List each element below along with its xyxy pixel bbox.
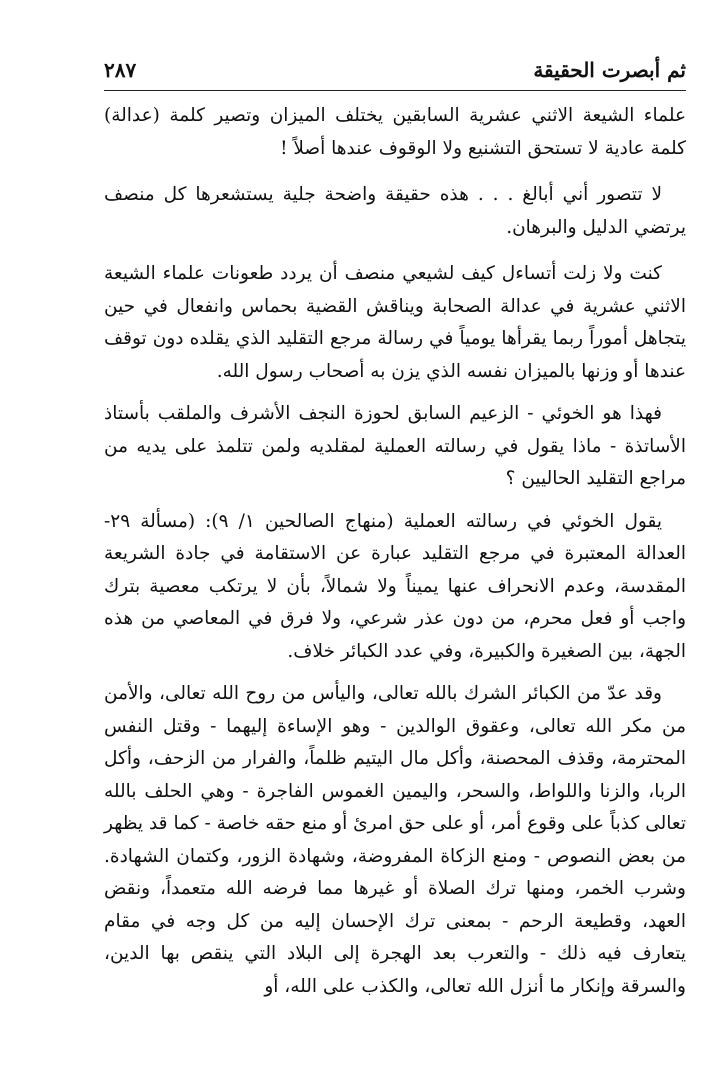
running-title: ثم أبصرت الحقيقة xyxy=(533,58,686,82)
header-divider xyxy=(104,90,686,91)
paragraph-4: فهذا هو الخوئي - الزعيم السابق لحوزة النجف الأشرف والملقب بأستاذ الأساتذة - ماذا يقول في رسالته العملية لمقلديه ولمن تتلمذ على يديه من مراجع التقليد الحاليين ؟ xyxy=(104,403,686,489)
paragraph-gap xyxy=(104,668,686,678)
page-number: ٢٨٧ xyxy=(104,58,137,82)
paragraph-1: علماء الشيعة الاثني عشرية السابقين يختلف الميزان وتصير كلمة (عدالة) كلمة عادية لا تستحق التشنيع ولا الوقوف عندها أصلاً ! xyxy=(104,105,686,159)
page-header xyxy=(104,54,686,90)
paragraph-2: لا تتصور أني أبالغ . . . هذه حقيقة واضحة جلية يستشعرها كل منصف يرتضي الدليل والبرهان. xyxy=(104,184,686,238)
paragraph-gap xyxy=(104,496,686,506)
page-body xyxy=(104,100,686,1003)
paragraph-gap xyxy=(104,244,686,258)
paragraph-3: كنت ولا زلت أتساءل كيف لشيعي منصف أن يردد طعونات علماء الشيعة الاثني عشرية في عدالة الصحابة ويناقش القضية بحماس وانفعال في حين يتجاهل أموراً ربما يقرأها يومياً في رسالة مرجع التقليد الذي يقلده دون توقف عندها أو وزنها بالميزان نفسه الذي يزن به أصحاب رسول الله. xyxy=(104,263,686,382)
paragraph-6-quote: وقد عدّ من الكبائر الشرك بالله تعالى، واليأس من روح الله تعالى، والأمن من مكر الله تعالى، وعقوق الوالدين - وهو الإساءة إليهما - وقتل النفس المحترمة، وقذف المحصنة، وأكل مال اليتيم ظلماً، والفرار من الزحف، وأكل الربا، والزنا واللواط، والسحر، واليمين الغموس الفاجرة - وهي الحلف بالله تعالى كذباً على وقوع أمر، أو على حق امرئ أو منع حقه خاصة - كما قد يظهر من بعض النصوص - ومنع الزكاة المفروضة، وشهادة الزور، وكتمان الشهادة. وشرب الخمر، ومنها ترك الصلاة أو غيرها مما فرضه الله متعمداً، ونقض العهد، وقطيعة الرحم - بمعنى ترك الإحسان إليه من كل وجه في مقام يتعارف فيه ذلك - والتعرب بعد الهجرة إلى البلاد التي ينقص بها الدين، والسرقة وإنكار ما أنزل الله تعالى، والكذب على الله، أو xyxy=(104,683,686,997)
paragraph-gap xyxy=(104,388,686,398)
paragraph-gap xyxy=(104,165,686,179)
paragraph-5-quote: يقول الخوئي في رسالته العملية (منهاج الصالحين ١/ ٩): (مسألة ٢٩- العدالة المعتبرة في مرجع التقليد عبارة عن الاستقامة في جادة الشريعة المقدسة، وعدم الانحراف عنها يميناً ولا شمالاً، بأن لا يرتكب معصية بترك واجب أو فعل محرم، من دون عذر شرعي، ولا فرق في المعاصي من هذه الجهة، بين الصغيرة والكبيرة، وفي عدد الكبائر خلاف. xyxy=(104,510,686,662)
